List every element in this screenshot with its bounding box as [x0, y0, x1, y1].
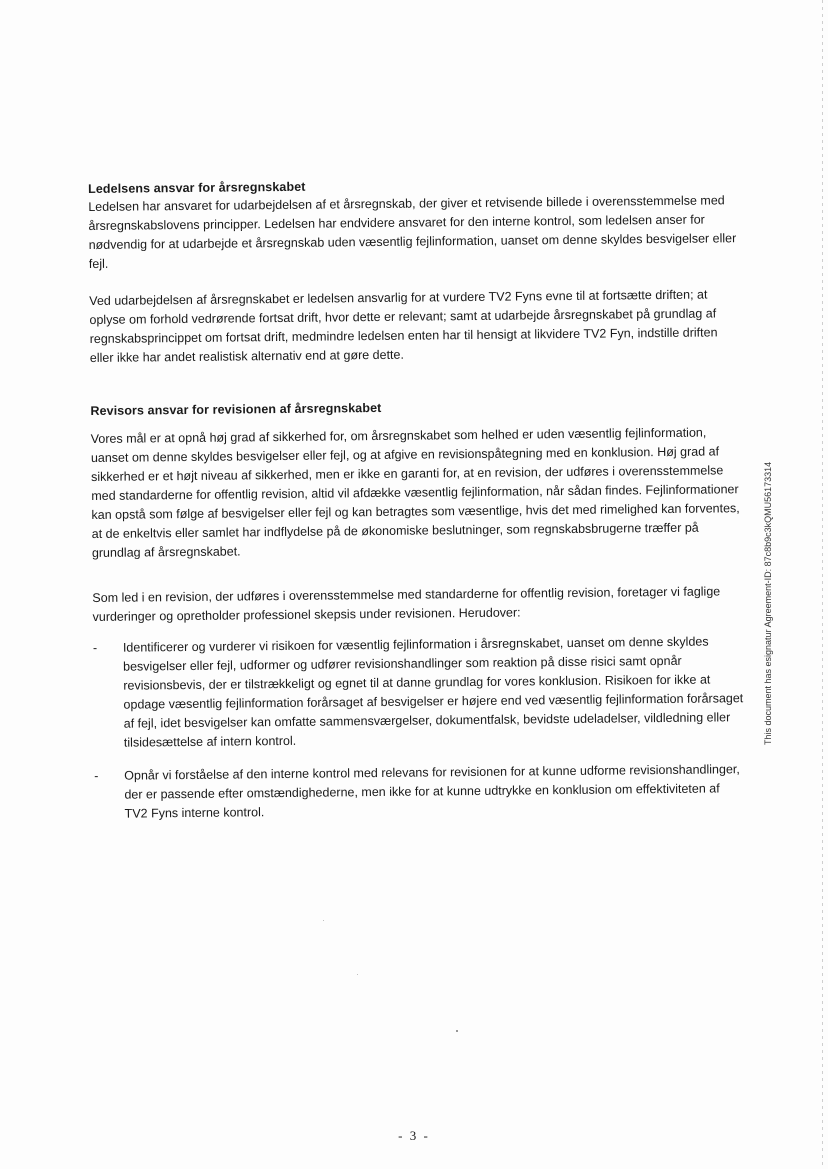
section-heading-auditor-responsibility: Revisors ansvar for revisionen af årsregnskabet [90, 400, 382, 418]
bullet-item [94, 760, 745, 824]
page-edge-line [822, 0, 823, 1169]
paragraph: Som led i en revision, der udføres i overensstemmelse med standarderne for offentlig revision, foretager vi faglige vurderinger og opretholder professionel skepsis under revisionen. Herudover: [92, 584, 721, 624]
paragraph: Ledelsen har ansvaret for udarbejdelsen af et årsregnskab, der giver et retvisende billede i overensstemmelse med årsregnskabslovens principper. Ledelsen har endvidere ansvaret for den interne kontrol, som ledelsen anser for nødvendig for at udarbejde et årsregnskab uden væsentlig fejlinformation, uanset om denne skyldes besvigelser eller fejl. [88, 193, 737, 271]
page-number: - 3 - [398, 1128, 430, 1143]
bullet-text: Opnår vi forståelse af den interne kontrol med relevans for revisionen for at kunne udforme revisionshandlinger, der er passende efter omstændighederne, men ikke for at kunne udtrykke en konklusion om effektiviteten af TV2 Fyns interne kontrol. [124, 762, 740, 821]
document-body [88, 173, 745, 824]
scan-speck [323, 920, 324, 921]
bullet-text: Identificerer og vurderer vi risikoen for væsentlig fejlinformation i årsregnskabet, uanset om denne skyldes besvigelser eller fejl, udformer og udfører revisionshandlinger som reaktion på disse risici samt opnår revisionsbevis, der er tilstrækkeligt og egnet til at danne grundlag for vores konklusion. Risikoen for ikke at opdage væsentlig fejlinformation forårsaget af besvigelser er højere end ved væsentlig fejlinformation forårsaget af fejl, idet besvigelser kan omfatte sammensværgelser, dokumentfalsk, bevidste udeladelser, vildledning eller tilsidesættelse af intern kontrol. [122, 634, 744, 750]
bullet-dash: - [94, 768, 99, 783]
section-heading-management-responsibility: Ledelsens ansvar for årsregnskabet [88, 179, 306, 196]
scan-speck [357, 974, 358, 975]
paragraph: Ved udarbejdelsen af årsregnskabet er ledelsen ansvarlig for at vurdere TV2 Fyns evne til at fortsætte driften; at oplyse om forhold vedrørende fortsat drift, hvor dette er relevant; samt at udarbejde årsregnskabet på grundlag af regnskabsprincippet om fortsat drift, medmindre ledelsen enten har til hensigt at likvidere TV2 Fyn, indstille driften eller ikke har andet realistisk alternativ end at gøre dette. [89, 287, 718, 365]
esignature-note: This document has esignatur Agreement-ID: 87c8b9c3kQMU56173314 [763, 461, 773, 745]
scan-speck [456, 1030, 458, 1032]
bullet-dash: - [92, 640, 98, 655]
bullet-item [93, 632, 744, 753]
paragraph: Vores mål er at opnå høj grad af sikkerhed for, om årsregnskabet som helhed er uden væsentlig fejlinformation, uanset om denne skyldes besvigelser eller fejl, og at afgive en revisionspåtegning med en konklusion. Høj grad af sikkerhed er et højt niveau af sikkerhed, men er ikke en garanti for, at en revision, der udføres i overensstemmelse med standarderne for offentlig revision, altid vil afdække væsentlig fejlinformation, når sådan findes. Fejlinformationer kan opstå som følge af besvigelser eller fejl og kan betragtes som væsentlige, hvis det med rimelighed kan forventes, at de enkeltvis eller samlet har indflydelse på de økonomiske beslutninger, som regnskabsbrugerne træffer på grundlag af årsregnskabet. [90, 425, 740, 560]
